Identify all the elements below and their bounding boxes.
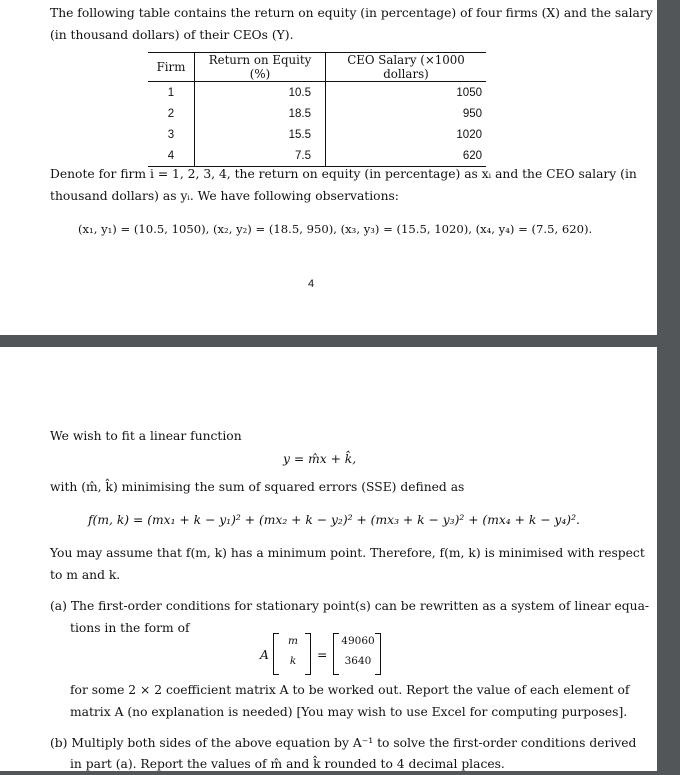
rhs-value-1: 49060 <box>341 635 375 647</box>
firm-cell: 3 <box>148 124 195 145</box>
intro-line-2: (in thousand dollars) of their CEOs (Y). <box>50 28 294 42</box>
page-number: 4 <box>308 278 315 290</box>
right-bracket <box>305 633 311 675</box>
header-firm: Firm <box>148 53 195 82</box>
firm-cell: 2 <box>148 103 195 124</box>
sse-equation: f(m, k) = (mx₁ + k − y₁)² + (mx₂ + k − y₂)² + (mx₃ + k − y₃)² + (mx₄ + k − y₄)². <box>88 513 580 527</box>
observations-equation: (x₁, y₁) = (10.5, 1050), (x₂, y₂) = (18.5, 950), (x₃, y₃) = (15.5, 1020), (x₄, y₄) = (7.5, 620). <box>78 222 593 236</box>
assume-line-1: You may assume that f(m, k) has a minimum point. Therefore, f(m, k) is minimised with respect <box>50 546 645 560</box>
roe-cell: 18.5 <box>195 103 326 124</box>
fit-equation: y = m̂x + k̂, <box>283 452 357 466</box>
fit-intro: We wish to fit a linear function <box>50 429 242 443</box>
roe-cell: 7.5 <box>195 145 326 167</box>
salary-cell: 1020 <box>456 128 482 141</box>
firm-cell: 4 <box>148 145 195 167</box>
part-a-line-3: for some 2 × 2 coefficient matrix A to be worked out. Report the value of each element of <box>70 683 630 697</box>
table-row <box>148 103 486 124</box>
returns-salary-table <box>148 52 486 167</box>
equals-sign: = <box>317 648 328 662</box>
header-return-on-equity: Return on Equity (%) <box>195 53 326 82</box>
salary-cell: 620 <box>326 145 487 167</box>
part-b-line-1: (b) Multiply both sides of the above equation by A⁻¹ to solve the first-order conditions derived <box>50 736 637 750</box>
rhs-value-2: 3640 <box>344 655 372 667</box>
unknown-k: k <box>289 655 297 667</box>
part-a-line-2: tions in the form of <box>70 621 190 635</box>
salary-cell: 950 <box>462 107 482 120</box>
document-page-5 <box>0 347 657 771</box>
table-row <box>148 124 486 145</box>
part-a-line-1: (a) The first-order conditions for stationary point(s) can be rewritten as a system of linear equa- <box>50 599 650 613</box>
intro-line-1: The following table contains the return on equity (in percentage) of four firms (X) and the salary <box>50 6 653 20</box>
roe-cell: 10.5 <box>195 82 326 104</box>
right-bracket <box>375 633 381 675</box>
firm-cell: 1 <box>148 82 195 104</box>
denote-line-1: Denote for firm i = 1, 2, 3, 4, the return on equity (in percentage) as xᵢ and the CEO salary (in <box>50 167 637 181</box>
header-ceo-salary: CEO Salary (×1000 dollars) <box>326 53 487 82</box>
roe-cell: 15.5 <box>195 124 326 145</box>
part-b-line-2: in part (a). Report the values of m̂ and k̂ rounded to 4 decimal places. <box>70 757 505 771</box>
sse-intro: with (m̂, k̂) minimising the sum of squared errors (SSE) defined as <box>50 480 465 494</box>
unknown-m: m <box>288 635 298 647</box>
salary-cell: 1050 <box>456 86 482 99</box>
part-a-line-4: matrix A (no explanation is needed) [You may wish to use Excel for computing purposes]. <box>70 705 628 719</box>
table-row <box>148 82 486 104</box>
denote-line-2: thousand dollars) as yᵢ. We have following observations: <box>50 189 399 203</box>
document-page-4 <box>0 0 657 335</box>
table-header-row <box>148 53 486 82</box>
matrix-label-a: A <box>260 648 269 662</box>
assume-line-2: to m and k. <box>50 568 121 582</box>
